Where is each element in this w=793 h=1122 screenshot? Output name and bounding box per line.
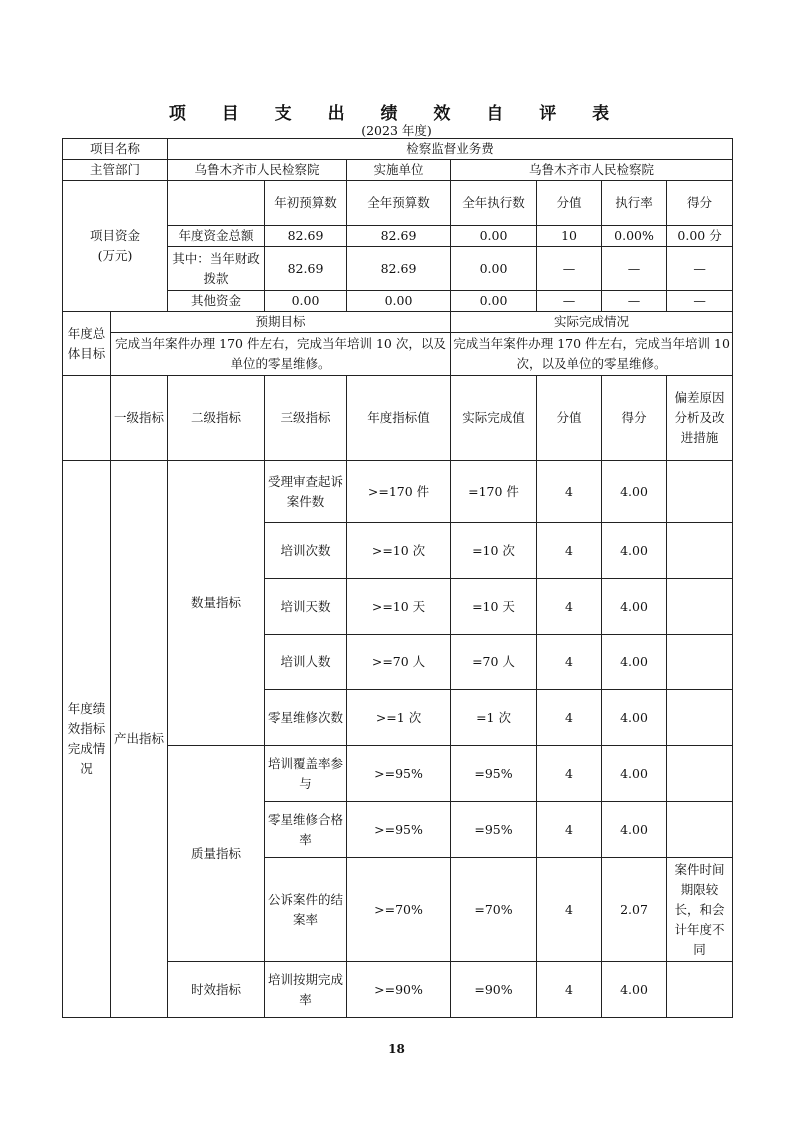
page-number: 18	[388, 1042, 405, 1056]
indicator-header-blank	[63, 376, 111, 461]
target-value: >=1 次	[347, 690, 451, 746]
level1-indicator: 产出指标	[111, 461, 168, 1018]
actual-value: =95%	[451, 746, 537, 802]
target-value: >=70%	[347, 858, 451, 962]
level3-indicator: 公诉案件的结案率	[265, 858, 347, 962]
score-value: 4	[537, 690, 602, 746]
funds-cell: —	[602, 291, 667, 312]
funds-row-name: 其中：当年财政拨款	[168, 247, 265, 291]
got-value: 4.00	[602, 635, 667, 690]
funds-header: 执行率	[602, 181, 667, 226]
indicator-header: 得分	[602, 376, 667, 461]
actual-label: 实际完成情况	[451, 312, 733, 333]
level2-indicator: 时效指标	[168, 962, 265, 1018]
target-value: >=95%	[347, 746, 451, 802]
deviation-note	[667, 802, 733, 858]
impl-label: 实施单位	[347, 160, 451, 181]
target-value: >=170 件	[347, 461, 451, 523]
target-value: >=95%	[347, 802, 451, 858]
funds-header: 分值	[537, 181, 602, 226]
funds-unit: (万元)	[97, 248, 133, 263]
actual-text: 完成当年案件办理 170 件左右，完成当年培训 10 次，以及单位的零星维修。	[451, 333, 733, 376]
level2-indicator: 数量指标	[168, 461, 265, 746]
funds-cell: 0.00	[451, 226, 537, 247]
indicator-header: 偏差原因分析及改进措施	[667, 376, 733, 461]
got-value: 4.00	[602, 523, 667, 579]
score-value: 4	[537, 962, 602, 1018]
score-value: 4	[537, 635, 602, 690]
goals-label: 年度总体目标	[63, 312, 111, 376]
target-value: >=90%	[347, 962, 451, 1018]
level3-indicator: 培训覆盖率参与	[265, 746, 347, 802]
funds-header-blank	[168, 181, 265, 226]
score-value: 4	[537, 802, 602, 858]
target-value: >=70 人	[347, 635, 451, 690]
got-value: 4.00	[602, 579, 667, 635]
funds-cell: —	[537, 247, 602, 291]
funds-cell: 82.69	[265, 247, 347, 291]
actual-value: =1 次	[451, 690, 537, 746]
funds-cell: —	[537, 291, 602, 312]
funds-label: 项目资金	[90, 228, 141, 243]
funds-header: 全年执行数	[451, 181, 537, 226]
funds-cell: 0.00	[451, 291, 537, 312]
funds-cell: 10	[537, 226, 602, 247]
funds-cell: —	[667, 247, 733, 291]
funds-row-name: 年度资金总额	[168, 226, 265, 247]
page-subtitle: (2023 年度)	[361, 123, 432, 138]
funds-header: 得分	[667, 181, 733, 226]
indicator-header: 一级指标	[111, 376, 168, 461]
indicator-header: 年度指标值	[347, 376, 451, 461]
score-value: 4	[537, 858, 602, 962]
level3-indicator: 培训次数	[265, 523, 347, 579]
impl-value: 乌鲁木齐市人民检察院	[451, 160, 733, 181]
deviation-note	[667, 523, 733, 579]
actual-value: =90%	[451, 962, 537, 1018]
project-name-label: 项目名称	[63, 139, 168, 160]
deviation-note	[667, 635, 733, 690]
funds-cell: 0.00 分	[667, 226, 733, 247]
got-value: 4.00	[602, 802, 667, 858]
level2-indicator: 质量指标	[168, 746, 265, 962]
actual-value: =10 次	[451, 523, 537, 579]
actual-value: =170 件	[451, 461, 537, 523]
got-value: 4.00	[602, 690, 667, 746]
expected-label: 预期目标	[111, 312, 451, 333]
actual-value: =95%	[451, 802, 537, 858]
level3-indicator: 培训天数	[265, 579, 347, 635]
deviation-note	[667, 461, 733, 523]
funds-cell: 82.69	[265, 226, 347, 247]
score-value: 4	[537, 523, 602, 579]
funds-cell: 0.00	[347, 291, 451, 312]
performance-section-label: 年度绩效指标完成情况	[63, 461, 111, 1018]
level3-indicator: 培训人数	[265, 635, 347, 690]
got-value: 4.00	[602, 746, 667, 802]
indicator-header: 三级指标	[265, 376, 347, 461]
funds-cell: 82.69	[347, 226, 451, 247]
level3-indicator: 零星维修合格率	[265, 802, 347, 858]
funds-row-name: 其他资金	[168, 291, 265, 312]
deviation-note	[667, 962, 733, 1018]
level3-indicator: 受理审查起诉案件数	[265, 461, 347, 523]
deviation-note: 案件时间期限较长，和会计年度不同	[667, 858, 733, 962]
funds-cell: 0.00	[451, 247, 537, 291]
funds-cell: 0.00%	[602, 226, 667, 247]
funds-cell: 0.00	[265, 291, 347, 312]
funds-header: 年初预算数	[265, 181, 347, 226]
actual-value: =10 天	[451, 579, 537, 635]
score-value: 4	[537, 746, 602, 802]
project-name-value: 检察监督业务费	[168, 139, 733, 160]
funds-label-cell	[63, 181, 168, 312]
got-value: 2.07	[602, 858, 667, 962]
indicator-header: 二级指标	[168, 376, 265, 461]
level3-indicator: 零星维修次数	[265, 690, 347, 746]
deviation-note	[667, 579, 733, 635]
deviation-note	[667, 690, 733, 746]
actual-value: =70 人	[451, 635, 537, 690]
indicator-header: 实际完成值	[451, 376, 537, 461]
page-title: 项 目 支 出 绩 效 自 评 表	[168, 104, 625, 124]
target-value: >=10 次	[347, 523, 451, 579]
expected-text: 完成当年案件办理 170 件左右，完成当年培训 10 次，以及单位的零星维修。	[111, 333, 451, 376]
actual-value: =70%	[451, 858, 537, 962]
funds-cell: —	[602, 247, 667, 291]
funds-cell: —	[667, 291, 733, 312]
got-value: 4.00	[602, 461, 667, 523]
score-value: 4	[537, 461, 602, 523]
deviation-note	[667, 746, 733, 802]
indicator-header: 分值	[537, 376, 602, 461]
funds-cell: 82.69	[347, 247, 451, 291]
funds-header: 全年预算数	[347, 181, 451, 226]
level3-indicator: 培训按期完成率	[265, 962, 347, 1018]
got-value: 4.00	[602, 962, 667, 1018]
target-value: >=10 天	[347, 579, 451, 635]
dept-value: 乌鲁木齐市人民检察院	[168, 160, 347, 181]
self-evaluation-table	[62, 138, 733, 1018]
dept-label: 主管部门	[63, 160, 168, 181]
score-value: 4	[537, 579, 602, 635]
